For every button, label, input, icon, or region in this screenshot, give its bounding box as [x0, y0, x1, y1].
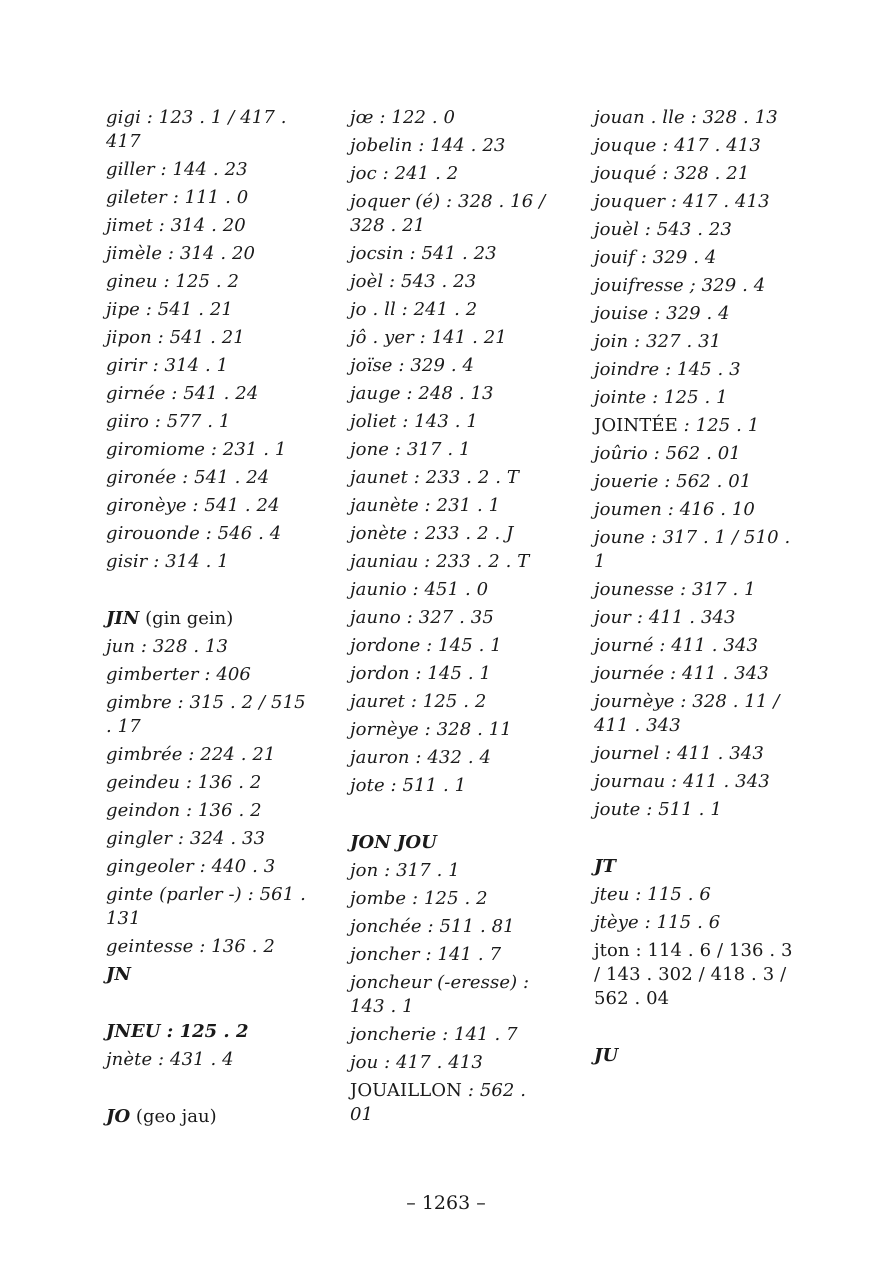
- dictionary-entry: joncheur (-eresse) : 143 . 1: [350, 972, 530, 1017]
- dictionary-entry: joïse : 329 . 4: [350, 355, 475, 376]
- dictionary-entry: jordone : 145 . 1: [350, 635, 502, 656]
- dictionary-entry: jnète : 431 . 4: [106, 1049, 234, 1070]
- page-number: – 1263 –: [406, 1192, 486, 1214]
- dictionary-entry: jun : 328 . 13: [106, 636, 229, 657]
- entry-headword-uppercase: JOINTÉE: [594, 415, 678, 436]
- entry-gap: [106, 578, 306, 607]
- dictionary-entry: geindeu : 136 . 2: [106, 772, 262, 793]
- section-heading: [594, 1044, 794, 1072]
- dictionary-entry: jocsin : 541 . 23: [350, 243, 497, 264]
- dictionary-entry: journel : 411 . 343: [594, 743, 764, 764]
- dictionary-entry: jipon : 541 . 21: [106, 327, 245, 348]
- entry-headword-uppercase: JOUAILLON: [350, 1080, 463, 1101]
- dictionary-entry: jouise : 329 . 4: [594, 303, 730, 324]
- dictionary-entry: ginte (parler -) : 561 . 131: [106, 884, 306, 929]
- dictionary-entry: gimbre : 315 . 2 / 515 . 17: [106, 692, 306, 737]
- dictionary-entry: jombe : 125 . 2: [350, 888, 488, 909]
- dictionary-entry: jote : 511 . 1: [350, 775, 467, 796]
- column-2: [350, 106, 550, 1131]
- dictionary-entry: joc : 241 . 2: [350, 163, 459, 184]
- dictionary-entry: jteu : 115 . 6: [594, 884, 711, 905]
- dictionary-entry: gigi : 123 . 1 / 417 . 417: [106, 107, 287, 152]
- dictionary-entry: joquer (é) : 328 . 16 / 328 . 21: [350, 191, 546, 236]
- dictionary-entry: jone : 317 . 1: [350, 439, 471, 460]
- dictionary-entry: joune : 317 . 1 / 510 . 1: [594, 527, 791, 572]
- dictionary-entry: girir : 314 . 1: [106, 355, 229, 376]
- dictionary-entry: jo . ll : 241 . 2: [350, 299, 478, 320]
- dictionary-entry: joncherie : 141 . 7: [350, 1024, 518, 1045]
- dictionary-entry: gimberter : 406: [106, 664, 251, 685]
- dictionary-entry: jaunet : 233 . 2 . T: [350, 467, 520, 488]
- dictionary-entry: jaunio : 451 . 0: [350, 579, 489, 600]
- dictionary-entry: gironèye : 541 . 24: [106, 495, 280, 516]
- dictionary-entry: jouif : 329 . 4: [594, 247, 717, 268]
- dictionary-entry: joumen : 416 . 10: [594, 499, 755, 520]
- column-1: [106, 106, 306, 1133]
- dictionary-entry: journée : 411 . 343: [594, 663, 769, 684]
- dictionary-entry: giiro : 577 . 1: [106, 411, 231, 432]
- dictionary-entry: [350, 1079, 550, 1131]
- entry-reference: : 562 . 01: [350, 1080, 527, 1125]
- dictionary-entry: jornèye : 328 . 11: [350, 719, 512, 740]
- dictionary-entry: gileter : 111 . 0: [106, 187, 249, 208]
- dictionary-entry: joliet : 143 . 1: [350, 411, 478, 432]
- dictionary-entry: jauret : 125 . 2: [350, 691, 487, 712]
- dictionary-entry: geintesse : 136 . 2: [106, 936, 275, 957]
- section-heading-label: JO: [106, 1106, 131, 1127]
- section-heading: [106, 963, 306, 991]
- section-heading-label: JN: [106, 964, 131, 985]
- dictionary-entry: jour : 411 . 343: [594, 607, 736, 628]
- section-heading-label: JU: [594, 1045, 619, 1066]
- dictionary-entry: jimet : 314 . 20: [106, 215, 246, 236]
- dictionary-entry: joute : 511 . 1: [594, 799, 722, 820]
- dictionary-entry: girnée : 541 . 24: [106, 383, 259, 404]
- dictionary-entry: journé : 411 . 343: [594, 635, 759, 656]
- section-heading-note: (geo jau): [130, 1106, 217, 1127]
- dictionary-entry: jaunète : 231 . 1: [350, 495, 501, 516]
- entry-gap: [106, 1076, 306, 1105]
- dictionary-entry: jauge : 248 . 13: [350, 383, 494, 404]
- dictionary-entry: jton : 114 . 6 / 136 . 3 / 143 . 302 / 418 . 3 / 562 . 04: [594, 940, 793, 1009]
- dictionary-entry: geindon : 136 . 2: [106, 800, 262, 821]
- dictionary-entry: gisir : 314 . 1: [106, 551, 229, 572]
- dictionary-entry: jô . yer : 141 . 21: [350, 327, 507, 348]
- dictionary-entry: jointe : 125 . 1: [594, 387, 728, 408]
- dictionary-entry: joncher : 141 . 7: [350, 944, 502, 965]
- dictionary-entry: joindre : 145 . 3: [594, 359, 741, 380]
- section-heading-label: JNEU : 125 . 2: [106, 1021, 249, 1042]
- dictionary-entry: jimèle : 314 . 20: [106, 243, 256, 264]
- section-heading: [106, 1105, 306, 1133]
- column-3: [594, 106, 794, 1072]
- section-heading-label: JT: [594, 856, 616, 877]
- dictionary-entry: jtèye : 115 . 6: [594, 912, 721, 933]
- dictionary-entry: gimbrée : 224 . 21: [106, 744, 276, 765]
- dictionary-entry: giller : 144 . 23: [106, 159, 248, 180]
- entry-gap: [594, 1015, 794, 1044]
- dictionary-entry: joûrio : 562 . 01: [594, 443, 741, 464]
- section-heading: [594, 855, 794, 883]
- dictionary-entry: gironée : 541 . 24: [106, 467, 270, 488]
- dictionary-entry: jou : 417 . 413: [350, 1052, 483, 1073]
- dictionary-entry: join : 327 . 31: [594, 331, 722, 352]
- dictionary-entry: gineu : 125 . 2: [106, 271, 240, 292]
- dictionary-entry: jœ : 122 . 0: [350, 107, 456, 128]
- dictionary-entry: journau : 411 . 343: [594, 771, 770, 792]
- dictionary-entry: jouque : 417 . 413: [594, 135, 761, 156]
- dictionary-entry: jounesse : 317 . 1: [594, 579, 756, 600]
- dictionary-entry: jouifresse ; 329 . 4: [594, 275, 766, 296]
- section-heading-label: JIN: [106, 608, 140, 629]
- section-heading: [106, 1020, 306, 1048]
- dictionary-entry: jouan . lle : 328 . 13: [594, 107, 778, 128]
- dictionary-entry: jauron : 432 . 4: [350, 747, 492, 768]
- dictionary-entry: jonchée : 511 . 81: [350, 916, 515, 937]
- section-heading: [106, 607, 306, 635]
- dictionary-entry: girouonde : 546 . 4: [106, 523, 282, 544]
- dictionary-entry: jobelin : 144 . 23: [350, 135, 506, 156]
- dictionary-entry: jonète : 233 . 2 . J: [350, 523, 514, 544]
- entry-reference: : 125 . 1: [677, 415, 760, 436]
- dictionary-entry: jouqué : 328 . 21: [594, 163, 750, 184]
- dictionary-entry: jouquer : 417 . 413: [594, 191, 770, 212]
- section-heading-label: JON JOU: [350, 832, 437, 853]
- dictionary-entry: jouèl : 543 . 23: [594, 219, 732, 240]
- dictionary-entry: gingler : 324 . 33: [106, 828, 266, 849]
- entry-gap: [106, 991, 306, 1020]
- dictionary-entry: jouerie : 562 . 01: [594, 471, 752, 492]
- dictionary-entry: gingeoler : 440 . 3: [106, 856, 276, 877]
- dictionary-entry: jon : 317 . 1: [350, 860, 460, 881]
- dictionary-entry: giromiome : 231 . 1: [106, 439, 287, 460]
- dictionary-entry: journèye : 328 . 11 / 411 . 343: [594, 691, 780, 736]
- section-heading: [350, 831, 550, 859]
- entry-gap: [350, 802, 550, 831]
- entry-gap: [594, 826, 794, 855]
- dictionary-entry: joèl : 543 . 23: [350, 271, 477, 292]
- section-heading-note: (gin gein): [139, 608, 234, 629]
- dictionary-entry: jordon : 145 . 1: [350, 663, 492, 684]
- dictionary-entry: [594, 414, 794, 442]
- dictionary-entry: jauno : 327 . 35: [350, 607, 494, 628]
- dictionary-entry: jauniau : 233 . 2 . T: [350, 551, 530, 572]
- dictionary-entry: jipe : 541 . 21: [106, 299, 233, 320]
